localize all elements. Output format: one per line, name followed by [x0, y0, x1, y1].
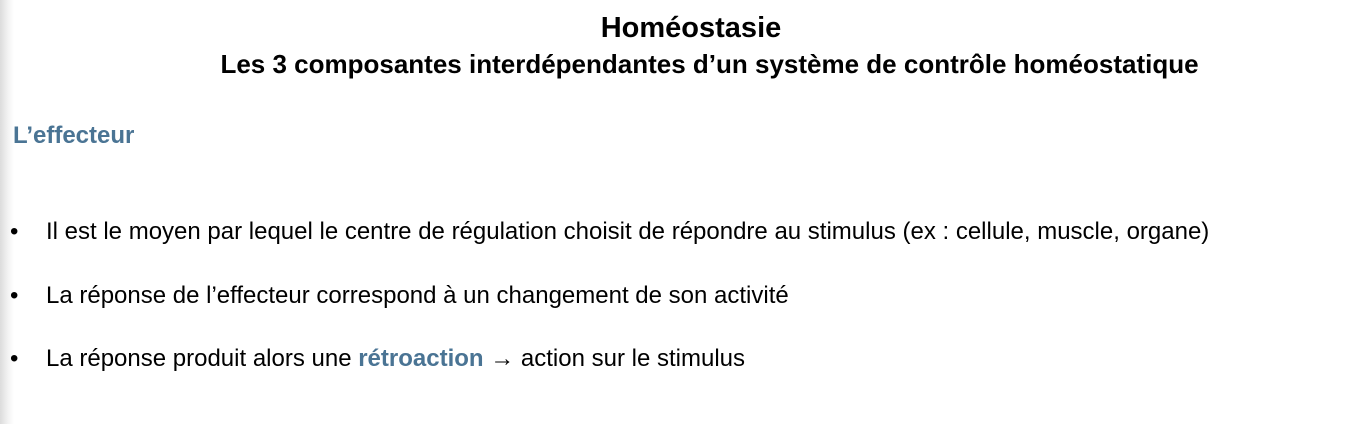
bullet-text: Il est le moyen par lequel le centre de régulation choisit de répondre au stimulus (ex : cellule, muscle, organe)	[46, 218, 1210, 245]
bullet-marker: •	[10, 282, 19, 309]
bullet-marker: •	[10, 218, 19, 245]
slide-subtitle: Les 3 composantes interdépendantes d’un système de contrôle homéostatique	[220, 49, 1199, 79]
bullet-marker: •	[10, 345, 19, 372]
section-heading: L’effecteur	[13, 122, 135, 149]
bullet-text-before: La réponse produit alors une	[46, 345, 359, 372]
bullet-text	[46, 344, 745, 374]
highlight-term: rétroaction	[358, 345, 484, 372]
bullet-text-after: → action sur le stimulus	[483, 345, 745, 372]
bullet-text: La réponse de l’effecteur correspond à un changement de son activité	[46, 282, 789, 309]
slide-title: Homéostasie	[600, 12, 782, 44]
